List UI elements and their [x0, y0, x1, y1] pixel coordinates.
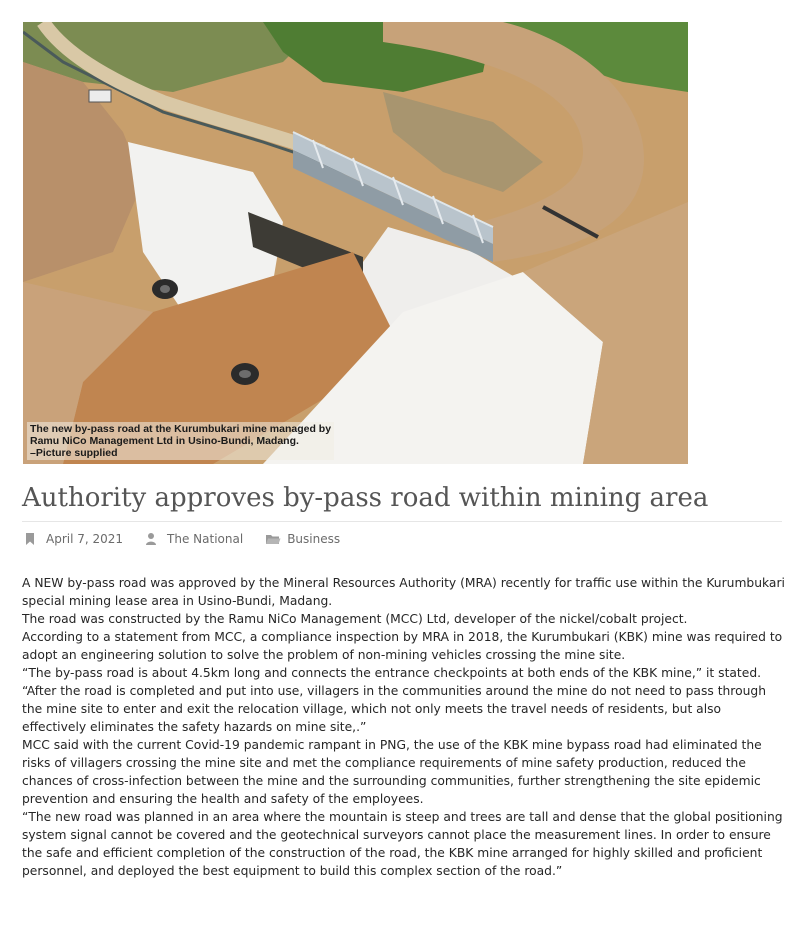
bookmark-icon — [24, 532, 38, 546]
title-divider — [22, 521, 782, 522]
article-paragraph: “The new road was planned in an area where the mountain is steep and trees are tall and dense that the global positioning system signal cannot be covered and the geotechnical surveyors cannot place the measurement lines. In order to ensure the safe and efficient completion of the construction of the road, the KBK mine arranged for highly skilled and proficient personnel, and deployed the best equipment to build this complex section of the road.” — [22, 810, 783, 878]
meta-author — [145, 532, 243, 546]
user-icon — [145, 532, 159, 546]
folder-icon — [265, 532, 279, 546]
article-paragraph: “After the road is completed and put into use, villagers in the communities around the mine do not need to pass through the mine site to enter and exit the relocation village, which not only meets the travel needs of residents, but also effectively eliminates the safety hazards on mine site,.” — [22, 684, 767, 734]
caption-line: The new by-pass road at the Kurumbukari mine managed by — [30, 423, 332, 435]
publish-date: April 7, 2021 — [46, 532, 124, 546]
photo-caption — [27, 422, 334, 460]
article-paragraph: A NEW by-pass road was approved by the Mineral Resources Authority (MRA) recently for traffic use within the Kurumbukari special mining lease area in Usino-Bundi, Madang. — [22, 576, 785, 608]
article-paragraph: According to a statement from MCC, a compliance inspection by MRA in 2018, the Kurumbukari (KBK) mine was required to adopt an engineering solution to solve the problem of non-mining vehicles crossing the mine site. — [22, 630, 783, 662]
article-photo — [23, 22, 688, 464]
bypass-road-photo — [23, 22, 688, 464]
meta-date — [24, 532, 123, 546]
article-paragraph: MCC said with the current Covid-19 pandemic rampant in PNG, the use of the KBK mine bypass road had eliminated the risks of villagers crossing the mine site and met the compliance requirements of mine safety production, reduced the chances of cross-infection between the mine and the surrounding communities, further strengthening the site epidemic prevention and ensuring the health and safety of the employees. — [22, 738, 762, 806]
author-link[interactable]: The National — [167, 532, 244, 546]
article-title: Authority approves by-pass road within mining area — [22, 483, 709, 513]
article-paragraph: “The by-pass road is about 4.5km long and connects the entrance checkpoints at both ends of the KBK mine,” it stated. — [22, 666, 762, 680]
article-body — [22, 574, 787, 880]
caption-line: Ramu NiCo Management Ltd in Usino-Bundi, Madang. — [30, 435, 299, 447]
caption-line: –Picture supplied — [30, 447, 118, 459]
article-paragraph: The road was constructed by the Ramu NiCo Management (MCC) Ltd, developer of the nickel/cobalt project. — [22, 612, 688, 626]
meta-category — [265, 532, 340, 546]
category-link[interactable]: Business — [287, 532, 341, 546]
article-meta — [24, 530, 362, 548]
